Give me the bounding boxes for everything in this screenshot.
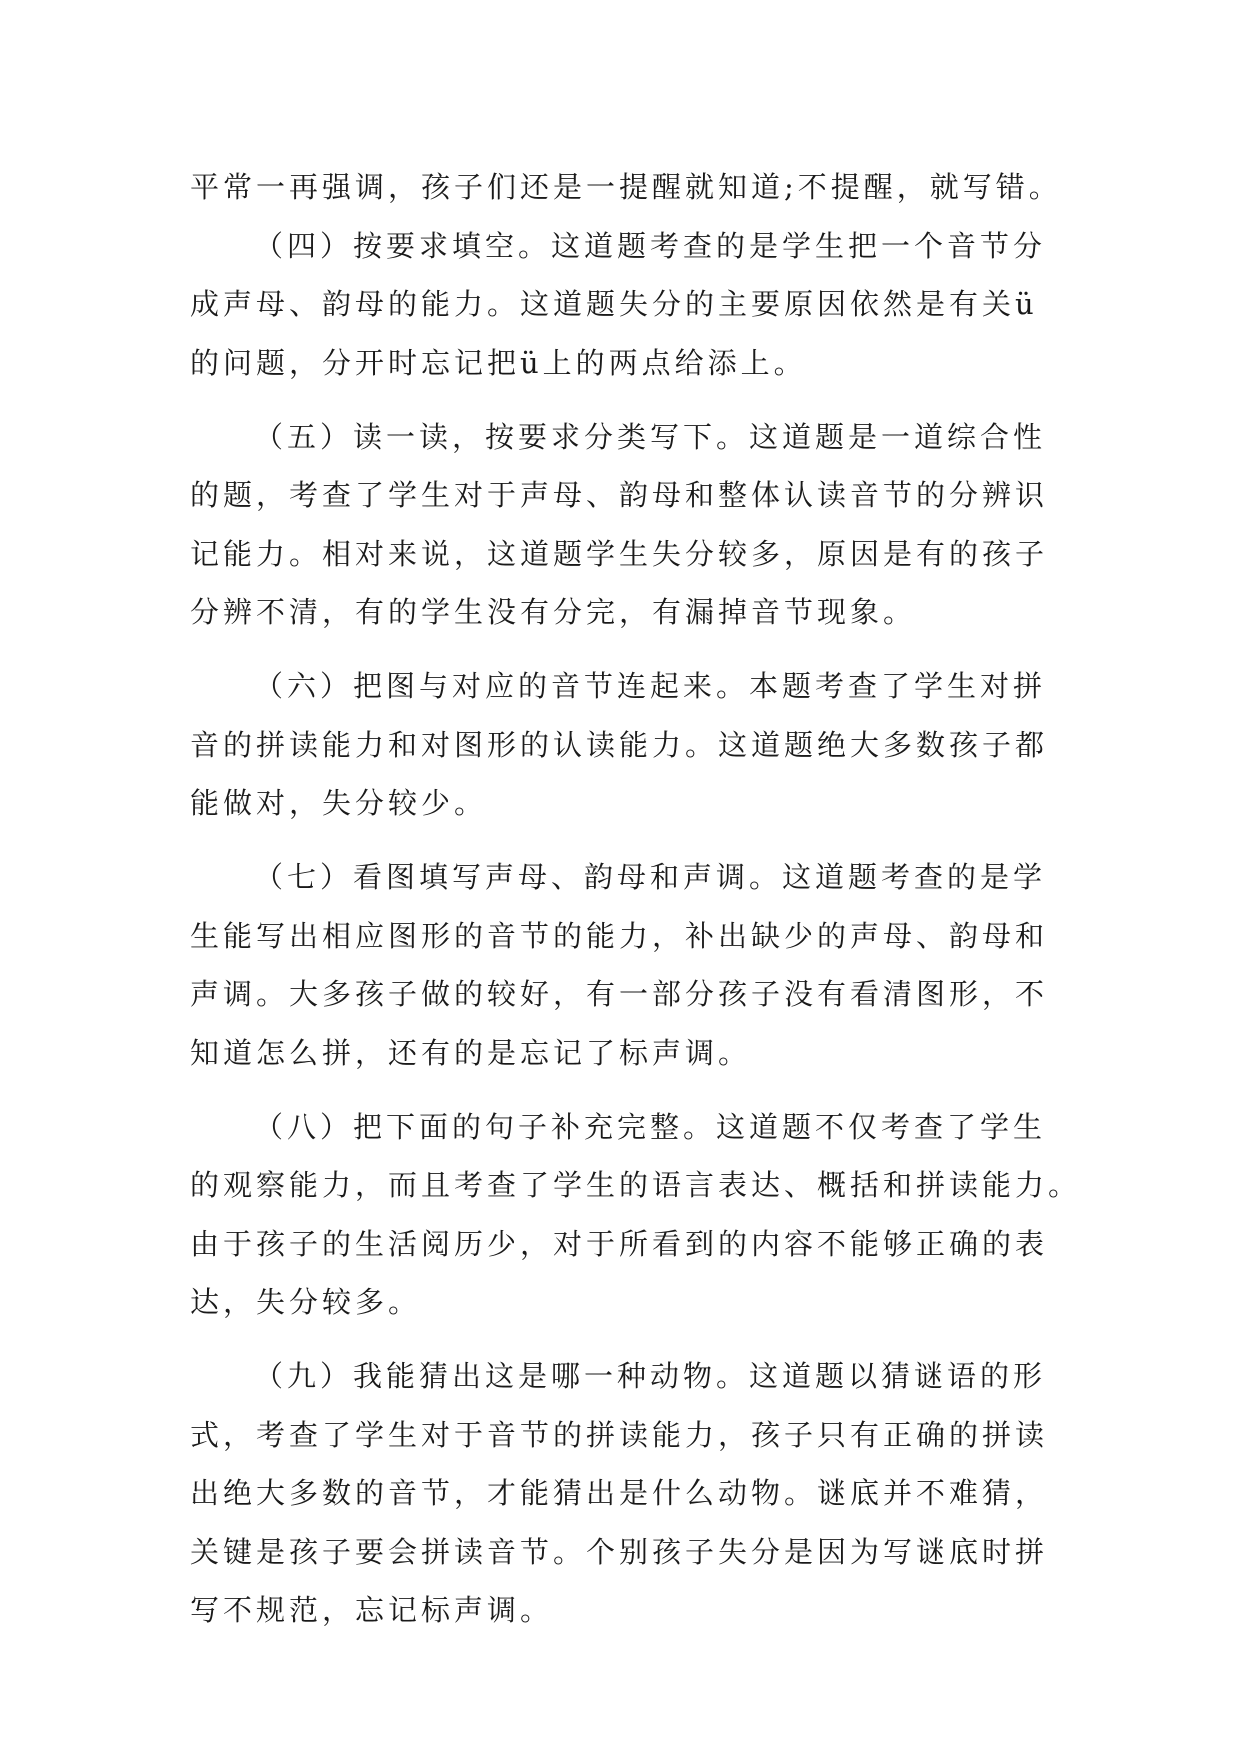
text-line: 关键是孩子要会拼读音节。个别孩子失分是因为写谜底时拼 [190, 1534, 1049, 1569]
text-line: 的问题，分开时忘记把ü上的两点给添上。 [190, 345, 807, 380]
text-line: 的观察能力，而且考查了学生的语言表达、概括和拼读能力。 [190, 1168, 1082, 1202]
text-line: 能做对，失分较少。 [190, 786, 488, 820]
text-line: 由于孩子的生活阅历少，对于所看到的内容不能够正确的表 [190, 1226, 1049, 1261]
text-line: 分辨不清，有的学生没有分完，有漏掉音节现象。 [190, 595, 917, 629]
text-line: 式，考查了学生对于音节的拼读能力，孩子只有正确的拼读 [190, 1417, 1049, 1452]
text-line: 平常一再强调，孩子们还是一提醒就知道;不提醒，就写错。 [190, 170, 1062, 204]
body-text [190, 158, 1082, 1640]
text-line: 出绝大多数的音节，才能猜出是什么动物。谜底并不难猜， [190, 1476, 1049, 1510]
text-line: 知道怎么拼，还有的是忘记了标声调。 [190, 1035, 752, 1070]
text-line: 达，失分较多。 [190, 1285, 422, 1319]
paragraph-6-line: （六）把图与对应的音节连起来。本题考查了学生对拼 [254, 669, 1047, 703]
text-line: 记能力。相对来说，这道题学生失分较多，原因是有的孩子 [190, 536, 1049, 571]
text-line: 写不规范，忘记标声调。 [190, 1593, 554, 1627]
paragraph-5-line: （五）读一读，按要求分类写下。这道题是一道综合性 [254, 419, 1047, 454]
paragraph-8-line: （八）把下面的句子补充完整。这道题不仅考查了学生 [254, 1109, 1047, 1144]
text-line: 声调。大多孩子做的较好，有一部分孩子没有看清图形，不 [190, 977, 1049, 1011]
paragraph-4-line: （四）按要求填空。这道题考查的是学生把一个音节分 [254, 228, 1047, 263]
text-line: 生能写出相应图形的音节的能力，补出缺少的声母、韵母和 [190, 918, 1049, 953]
paragraph-7-line: （七）看图填写声母、韵母和声调。这道题考查的是学 [254, 860, 1047, 894]
text-line: 音的拼读能力和对图形的认读能力。这道题绝大多数孩子都 [190, 727, 1049, 762]
paragraph-9-line: （九）我能猜出这是哪一种动物。这道题以猜谜语的形 [254, 1359, 1047, 1393]
text-line: 的题，考查了学生对于声母、韵母和整体认读音节的分辨识 [190, 478, 1049, 512]
text-line: 成声母、韵母的能力。这道题失分的主要原因依然是有关ü [190, 287, 1038, 321]
